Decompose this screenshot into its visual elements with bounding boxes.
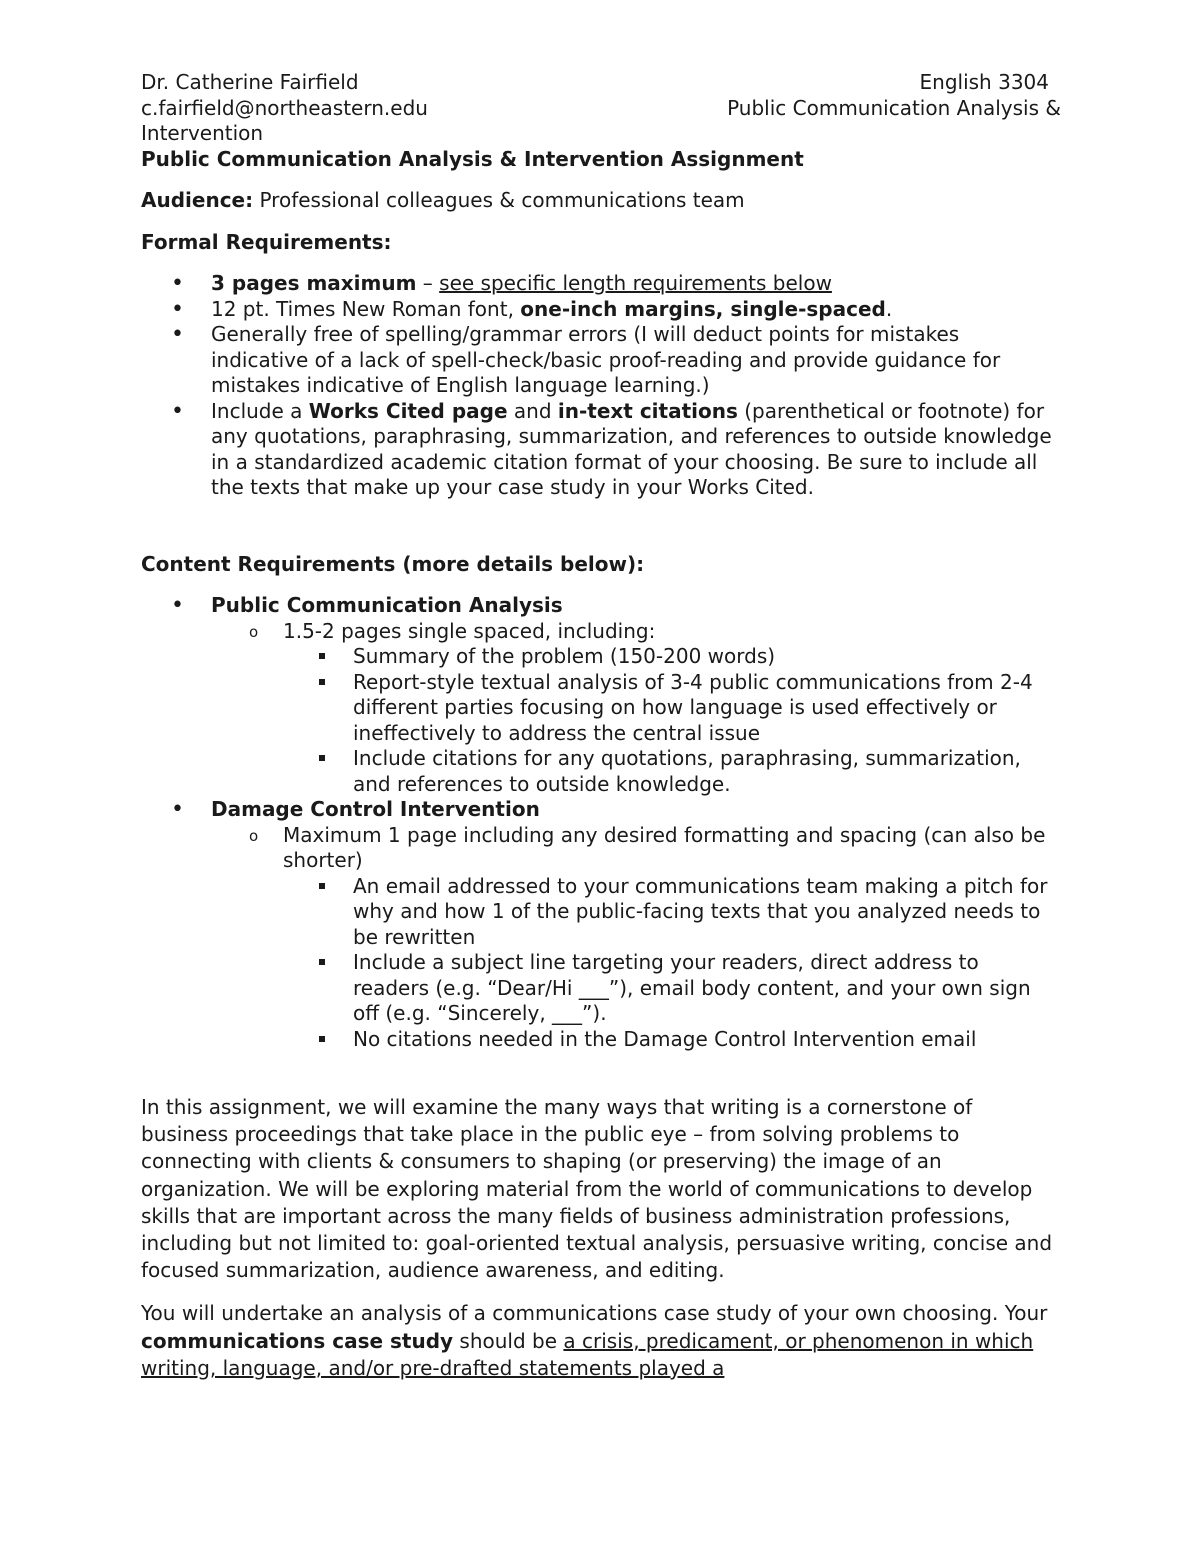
course-title-continued: Intervention [141, 121, 264, 145]
list-item: Include citations for any quotations, paraphrasing, summarization, and references to outside knowledge. [283, 746, 1061, 797]
content-requirements-heading: Content Requirements (more details below): [141, 551, 645, 576]
header-row-1 [141, 70, 1061, 96]
list-item: No citations needed in the Damage Control Intervention email [283, 1027, 1061, 1053]
document-body [141, 70, 1061, 1382]
analysis-details [283, 644, 1061, 797]
list-item: An email addressed to your communications team making a pitch for why and how 1 of the public-facing texts that you analyzed needs to be rewritten [283, 874, 1061, 951]
intervention-details [283, 874, 1061, 1053]
intro-paragraph-1: In this assignment, we will examine the many ways that writing is a cornerstone of business proceedings that take place in the public eye – from solving problems to connecting with clients & consumers to shaping (or preserving) the image of an organization. We will be exploring material from the world of communications to develop skills that are important across the many fields of business administration professions, including but not limited to: goal-oriented textual analysis, persuasive writing, concise and focused summarization, audience awareness, and editing. [141, 1095, 1053, 1283]
formal-requirements-list [141, 271, 1061, 501]
author-name: Dr. Catherine Fairfield [141, 70, 359, 94]
analysis-sublist [211, 619, 1061, 798]
list-item: • Include a Works Cited page and in-text citations (parenthetical or footnote) for any quotations, paraphrasing, summarization, and references to outside knowledge in a standardized academic citation format of your choosing. Be sure to include all the texts that make up your case study in your Works Cited. [141, 399, 1061, 501]
list-item: • 12 pt. Times New Roman font, one-inch margins, single-spaced. [141, 297, 1061, 323]
list-item: • Generally free of spelling/grammar errors (I will deduct points for mistakes indicative of a lack of spell-check/basic proof-reading and provide guidance for mistakes indicative of English language learning.) [141, 322, 1061, 399]
list-item: Report-style textual analysis of 3-4 public communications from 2-4 different parties focusing on how language is used effectively or ineffectively to address the central issue [283, 670, 1061, 747]
list-item: Summary of the problem (150-200 words) [283, 644, 1061, 670]
intervention-sublist [211, 823, 1061, 1053]
list-item [141, 593, 1061, 797]
list-item: o 1.5-2 pages single spaced, including: Summary of the problem (150-200 words) Report-style textual analysis of 3-4 public communications from 2-4 different parties focusing on how language is used effectively or ineffectively to address the central issue Include citations for any quotations, paraphrasing, summarization, and references to outside knowledge. [211, 619, 1061, 798]
length-requirements-link: see specific length requirements below [439, 271, 832, 295]
author-email: c.fairfield@northeastern.edu [141, 95, 428, 120]
course-title: Public Communication Analysis & [727, 95, 1061, 120]
list-item: Include a subject line targeting your readers, direct address to readers (e.g. “Dear/Hi ___”), email body content, and your own sign off (e.g. “Sincerely, ___”). [283, 950, 1061, 1027]
assignment-title: Public Communication Analysis & Intervention Assignment [141, 146, 804, 171]
content-requirements-list [141, 593, 1061, 1052]
list-item: o Maximum 1 page including any desired formatting and spacing (can also be shorter) An email addressed to your communications team making a pitch for why and how 1 of the public-facing texts that you analyzed needs to be rewritten Include a subject line targeting your readers, direct address to readers (e.g. “Dear/Hi ___”), email body content, and your own sign off (e.g. “Sincerely, ___”). No citations needed in the Damage Control Intervention email [211, 823, 1061, 1053]
audience-text: Professional colleagues & communications team [253, 188, 745, 212]
intro-paragraph-2: You will undertake an analysis of a communications case study of your own choosing. Your communications case study should be a crisis, predicament, or phenomenon in which writing, language, and/or pre-drafted statements played a [141, 1301, 1048, 1380]
intervention-title: Damage Control Intervention [211, 797, 540, 821]
list-item [141, 797, 1061, 1052]
audience-label: Audience: [141, 188, 254, 212]
analysis-title: Public Communication Analysis [211, 593, 563, 617]
formal-requirements-heading: Formal Requirements: [141, 229, 392, 254]
header-row-2 [141, 96, 1061, 122]
audience-line [141, 188, 1061, 214]
course-number: English 3304 [919, 70, 1049, 94]
list-item: • 3 pages maximum – see specific length requirements below [141, 271, 1061, 297]
